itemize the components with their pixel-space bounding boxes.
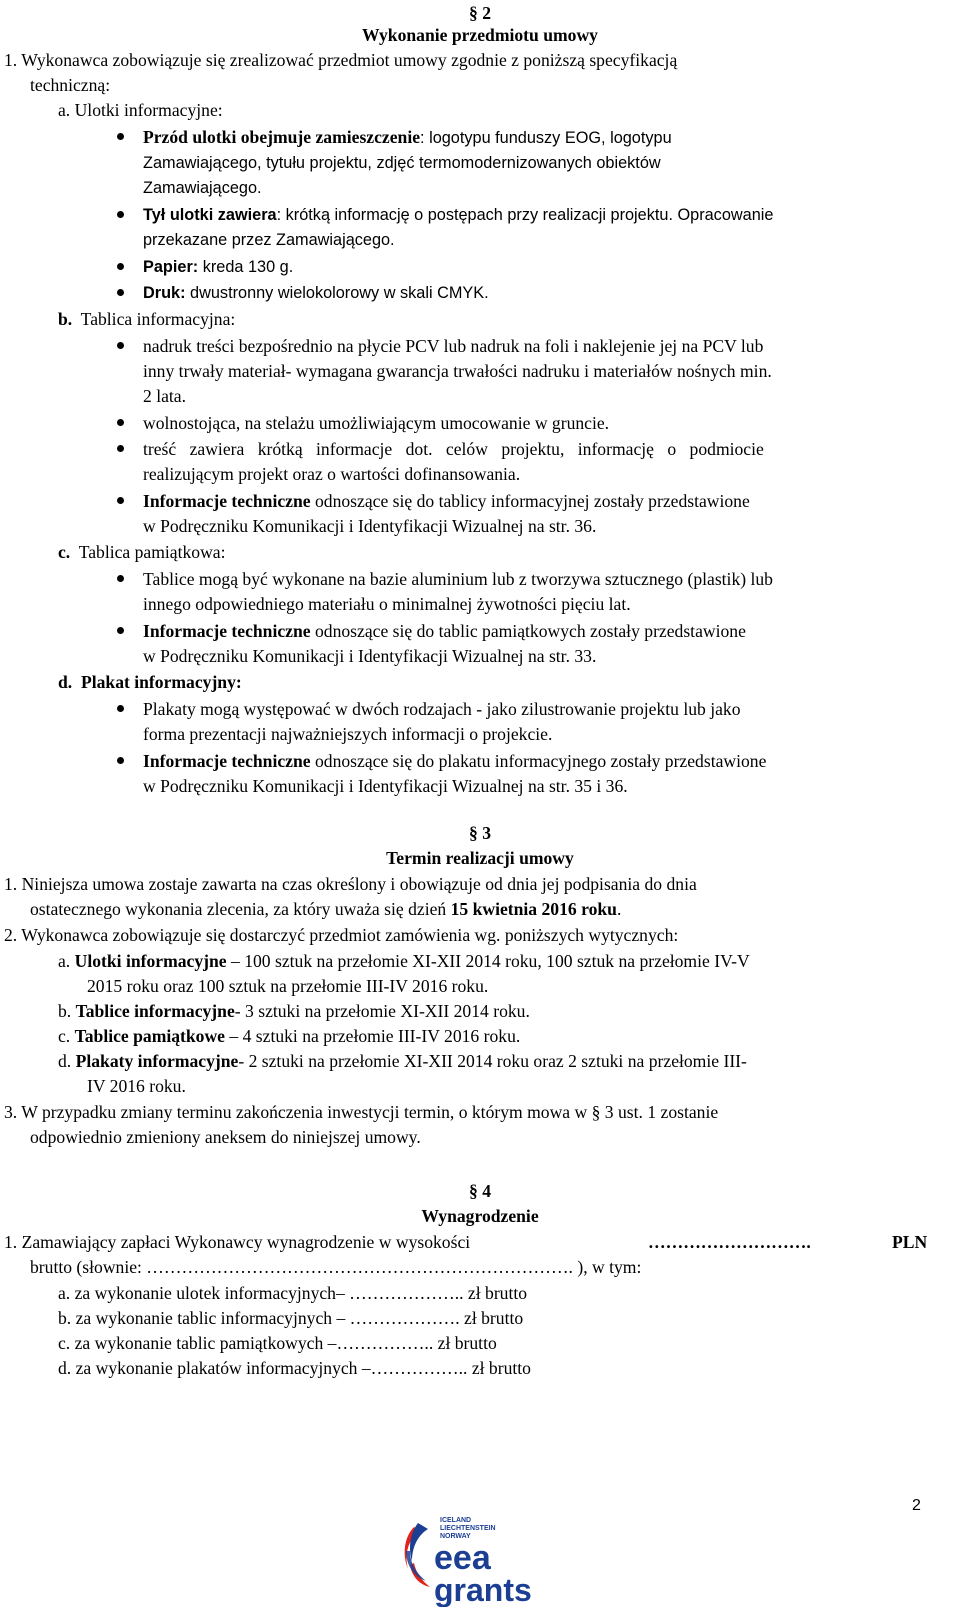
s3-p1-line1: 1. Niniejsza umowa zostaje zawarta na czas określony i obowiązuje od dnia jej podpisania do dnia <box>4 874 697 894</box>
s3-d-rest: - 2 sztuki na przełomie XI-XII 2014 roku oraz 2 sztuki na przełomie III- <box>238 1051 747 1071</box>
s3-d-pre: d. <box>58 1051 72 1071</box>
s3-a-pre: a. <box>58 951 71 971</box>
bullet-icon <box>117 263 124 270</box>
bullet-icon <box>117 627 124 634</box>
s2-b1-line1: nadruk treści bezpośrednio na płycie PCV lub nadruk na foli i naklejenie jej na PCV lub <box>143 336 764 356</box>
logo-word-grants: grants <box>434 1572 532 1607</box>
s2-c1-line1: Tablice mogą być wykonane na bazie aluminium lub z tworzywa sztucznego (plastik) lub <box>143 569 773 589</box>
s3-p3-line1: 3. W przypadku zmiany terminu zakończenia inwestycji termin, o którym mowa w § 3 ust. 1 zostanie <box>4 1102 719 1122</box>
s2-c2-line2: w Podręczniku Komunikacji i Identyfikacji Wizualnej na str. 33. <box>143 646 597 666</box>
s4-amount-dots: ………………………. <box>648 1232 811 1252</box>
s2-a1-line3: Zamawiającego. <box>143 179 262 197</box>
s3-a-line1 <box>58 950 960 972</box>
s3-d-line1 <box>58 1050 960 1072</box>
s4-currency: PLN <box>892 1232 928 1252</box>
s2-b4-line1 <box>143 490 960 512</box>
s2-a1-rest: : logotypu funduszy EOG, logotypu <box>420 129 672 147</box>
s3-b-bold: Tablice informacyjne <box>75 1001 235 1021</box>
section-4-title: Wynagrodzenie <box>421 1206 539 1226</box>
s3-p1-post: . <box>616 899 622 919</box>
s2-a1-line1 <box>143 126 931 149</box>
s2-d2-line2: w Podręczniku Komunikacji i Identyfikacji Wizualnej na str. 35 i 36. <box>143 776 628 796</box>
s2-d1-line2: forma prezentacji najważniejszych informacji o projekcie. <box>143 724 553 744</box>
bullet-icon <box>117 445 124 452</box>
s2-a3-bold: Papier: <box>143 258 199 276</box>
bullet-icon <box>117 133 124 140</box>
bullet-icon <box>117 211 124 218</box>
s2-b3-line2: realizującym projekt oraz o wartości dofinansowania. <box>143 464 521 484</box>
s3-p1-line2 <box>30 898 960 920</box>
bullet-icon <box>117 575 124 582</box>
bullet-icon <box>117 342 124 349</box>
section-2-sign: § 2 <box>469 3 491 23</box>
logo-line-2: LIECHTENSTEIN <box>440 1525 496 1532</box>
s3-b <box>58 1000 960 1022</box>
eea-grants-logo-graphic <box>400 1515 560 1607</box>
s2-d-head: Plakat informacyjny: <box>80 672 242 692</box>
logo-line-3: NORWAY <box>440 1533 471 1540</box>
s2-a2-bold: Tył ulotki zawiera <box>143 206 277 224</box>
bullet-icon <box>117 289 124 296</box>
s3-c <box>58 1025 960 1047</box>
s2-a1-bold: Przód ulotki obejmuje zamieszczenie <box>143 127 421 147</box>
bullet-icon <box>117 419 124 426</box>
s3-b-pre: b. <box>58 1001 72 1021</box>
s2-a4-bold: Druk: <box>143 284 186 302</box>
s2-b1-line2: inny trwały materiał- wymagana gwarancja trwałości nadruku i materiałów nośnych min. <box>143 361 772 381</box>
s3-a-line2: 2015 roku oraz 100 sztuk na przełomie III-IV 2016 roku. <box>87 976 489 996</box>
s2-b-heading <box>58 308 960 330</box>
s2-a2-line1 <box>143 204 960 226</box>
s2-c2-line1 <box>143 620 960 642</box>
s2-a3-rest: kreda 130 g. <box>198 258 294 276</box>
s2-b2: wolnostojąca, na stelażu umożliwiającym umocowanie w gruncie. <box>143 413 610 433</box>
s2-d2-rest: odnoszące się do plakatu informacyjnego zostały przedstawione <box>310 751 767 771</box>
s2-c2-rest: odnoszące się do tablic pamiątkowych zostały przedstawione <box>310 621 746 641</box>
s2-b1-line3: 2 lata. <box>143 386 186 406</box>
s3-p3-line2: odpowiednio zmieniony aneksem do niniejszej umowy. <box>30 1127 421 1147</box>
bullet-icon <box>117 497 124 504</box>
s2-b4-bold: Informacje techniczne <box>143 491 311 511</box>
s2-c-head: Tablica pamiątkowa: <box>78 542 226 562</box>
s3-c-bold: Tablice pamiątkowe <box>74 1026 225 1046</box>
s2-d2-bold: Informacje techniczne <box>143 751 311 771</box>
page-number: 2 <box>912 1497 921 1514</box>
s2-a4 <box>143 282 960 304</box>
s4-p1-line1 <box>4 1231 960 1253</box>
s2-b4-line2: w Podręczniku Komunikacji i Identyfikacji Wizualnej na str. 36. <box>143 516 597 536</box>
s2-b3-line1: treść zawiera krótką informacje dot. celów projektu, informację o podmiocie <box>143 439 764 459</box>
section-4-sign: § 4 <box>469 1181 491 1201</box>
s4-d: d. za wykonanie plakatów informacyjnych –…………….. zł brutto <box>58 1358 531 1378</box>
s2-a2-line2: przekazane przez Zamawiającego. <box>143 231 395 249</box>
s2-d-letter: d. <box>58 672 73 692</box>
s3-d-line2: IV 2016 roku. <box>87 1076 186 1096</box>
s2-a1-line2: Zamawiającego, tytułu projektu, zdjęć termomodernizowanych obiektów <box>143 154 661 172</box>
section-2-title: Wykonanie przedmiotu umowy <box>362 25 598 45</box>
s3-c-pre: c. <box>58 1026 71 1046</box>
s2-c-letter: c. <box>58 542 71 562</box>
s2-d2-line1 <box>143 750 960 772</box>
s3-p2: 2. Wykonawca zobowiązuje się dostarczyć przedmiot zamówienia wg. poniższych wytycznych: <box>4 925 679 945</box>
bullet-icon <box>117 705 124 712</box>
s3-p1-date: 15 kwietnia 2016 roku <box>450 899 617 919</box>
section-3-sign: § 3 <box>469 823 491 843</box>
s2-p1-line1: 1. Wykonawca zobowiązuje się zrealizować przedmiot umowy zgodnie z poniższą specyfikacją <box>4 50 678 70</box>
s3-c-rest: – 4 sztuki na przełomie III-IV 2016 roku. <box>225 1026 521 1046</box>
s2-b-letter: b. <box>58 309 73 329</box>
s2-a4-rest: dwustronny wielokolorowy w skali CMYK. <box>185 284 489 302</box>
s2-d-heading <box>58 671 960 693</box>
s2-a2-rest: : krótką informację o postępach przy realizacji projektu. Opracowanie <box>276 206 774 224</box>
s4-p1-pre: 1. Zamawiający zapłaci Wykonawcy wynagrodzenie w wysokości <box>4 1232 471 1252</box>
s3-a-bold: Ulotki informacyjne <box>74 951 227 971</box>
s2-p1-line2: techniczną: <box>30 75 111 95</box>
s2-d1-line1: Plakaty mogą występować w dwóch rodzajach - jako zilustrowanie projektu lub jako <box>143 699 741 719</box>
eea-grants-logo <box>400 1515 560 1607</box>
s3-a-rest: – 100 sztuk na przełomie XI-XII 2014 roku, 100 sztuk na przełomie IV-V <box>226 951 750 971</box>
s2-b4-rest: odnoszące się do tablicy informacyjnej zostały przedstawione <box>310 491 750 511</box>
s2-c1-line2: innego odpowiedniego materiału o minimalnej żywotności pięciu lat. <box>143 594 631 614</box>
s3-b-rest: - 3 sztuki na przełomie XI-XII 2014 roku. <box>234 1001 530 1021</box>
logo-line-1: ICELAND <box>440 1517 472 1524</box>
s2-b-head: Tablica informacyjna: <box>80 309 236 329</box>
s4-a: a. za wykonanie ulotek informacyjnych– ……………….. zł brutto <box>58 1283 528 1303</box>
s4-b: b. za wykonanie tablic informacyjnych – ………………. zł brutto <box>58 1308 524 1328</box>
section-3-title: Termin realizacji umowy <box>386 848 574 868</box>
bullet-icon <box>117 757 124 764</box>
s4-c: c. za wykonanie tablic pamiątkowych –…………….. zł brutto <box>58 1333 497 1353</box>
s3-p1-pre: ostatecznego wykonania zlecenia, za który uważa się dzień <box>30 899 451 919</box>
s4-p1-line2: brutto (słownie: ………………………………………………………………. ), w tym: <box>30 1257 642 1277</box>
s2-a-heading: a. Ulotki informacyjne: <box>58 100 223 120</box>
s3-d-bold: Plakaty informacyjne <box>75 1051 239 1071</box>
s2-c2-bold: Informacje techniczne <box>143 621 311 641</box>
s2-a3 <box>143 256 960 278</box>
logo-word-eea: eea <box>434 1539 491 1577</box>
s2-c-heading <box>58 541 960 563</box>
